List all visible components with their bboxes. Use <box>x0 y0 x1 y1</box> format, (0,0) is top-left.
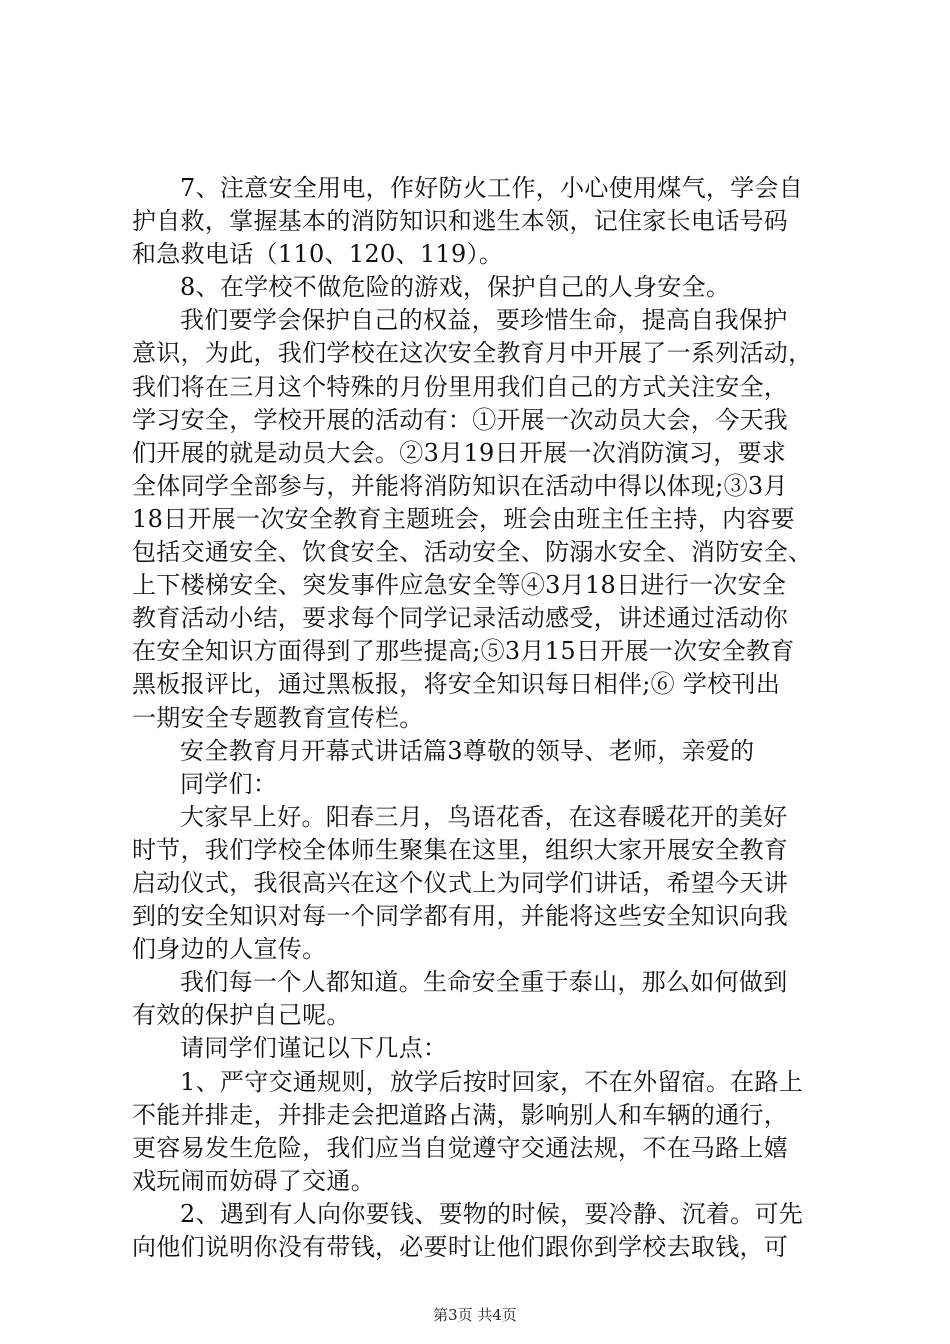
text-line: 更容易发生危险，我们应当自觉遵守交通法规，不在马路上嬉 <box>132 1133 789 1162</box>
text-line: 请同学们谨记以下几点： <box>180 1034 448 1063</box>
text-line: 戏玩闹而妨碍了交通。 <box>132 1166 375 1195</box>
text-line: 上下楼梯安全、突发事件应急安全等④3月18日进行一次安全 <box>132 571 787 600</box>
text-line: 护自救，掌握基本的消防知识和逃生本领，记住家长电话号码 <box>132 207 789 236</box>
text-line: 大家早上好。阳春三月，鸟语花香，在这春暖花开的美好 <box>180 802 788 831</box>
text-line: 们身边的人宣传。 <box>132 935 327 964</box>
page-footer: 第3页 共4页 <box>433 1306 517 1324</box>
document-body <box>132 172 832 1264</box>
text-line: 学习安全，学校开展的活动有：①开展一次动员大会，今天我 <box>132 405 789 434</box>
text-line: 我们将在三月这个特殊的月份里用我们自己的方式关注安全， <box>132 372 789 401</box>
text-line: 黑板报评比，通过黑板报，将安全知识每日相伴;⑥ 学校刊出 <box>132 670 781 699</box>
text-line: 和急救电话（110、120、119）。 <box>132 240 504 269</box>
text-line: 在安全知识方面得到了那些提高;⑤3月15日开展一次安全教育 <box>132 637 795 666</box>
text-line: 到的安全知识对每一个同学都有用，并能将这些安全知识向我 <box>132 902 789 931</box>
text-line: 8、在学校不做危险的游戏，保护自己的人身安全。 <box>180 273 731 302</box>
text-line: 教育活动小结，要求每个同学记录活动感受，讲述通过活动你 <box>132 604 789 633</box>
text-line: 2、遇到有人向你要钱、要物的时候，要冷静、沉着。可先 <box>180 1199 804 1228</box>
text-line: 有效的保护自己呢。 <box>132 1001 351 1030</box>
text-line: 启动仪式，我很高兴在这个仪式上为同学们讲话，希望今天讲 <box>132 868 789 897</box>
text-line: 不能并排走，并排走会把道路占满，影响别人和车辆的通行， <box>132 1100 789 1129</box>
text-line: 18日开展一次安全教育主题班会，班会由班主任主持，内容要 <box>132 504 795 533</box>
text-line: 7、注意安全用电，作好防火工作，小心使用煤气，学会自 <box>180 174 804 202</box>
text-line: 1、严守交通规则，放学后按时回家，不在外留宿。在路上 <box>180 1067 804 1096</box>
text-line: 全体同学全部参与，并能将消防知识在活动中得以体现;③3月 <box>132 471 788 500</box>
text-line: 一期安全专题教育宣传栏。 <box>132 703 424 732</box>
text-line: 我们每一个人都知道。生命安全重于泰山，那么如何做到 <box>180 968 788 997</box>
text-line: 安全教育月开幕式讲话篇3尊敬的领导、老师，亲爱的 <box>180 736 755 765</box>
text-line: 意识，为此，我们学校在这次安全教育月中开展了一系列活动， <box>132 339 813 368</box>
text-line: 向他们说明你没有带钱，必要时让他们跟你到学校去取钱，可 <box>132 1233 789 1261</box>
text-line: 我们要学会保护自己的权益，要珍惜生命，提高自我保护 <box>180 306 788 335</box>
text-line: 时节，我们学校全体师生聚集在这里，组织大家开展安全教育 <box>132 835 789 864</box>
text-line: 同学们： <box>180 769 278 798</box>
text-line: 包括交通安全、饮食安全、活动安全、防溺水安全、消防安全、 <box>132 538 813 567</box>
text-line: 们开展的就是动员大会。②3月19日开展一次消防演习，要求 <box>132 438 787 467</box>
